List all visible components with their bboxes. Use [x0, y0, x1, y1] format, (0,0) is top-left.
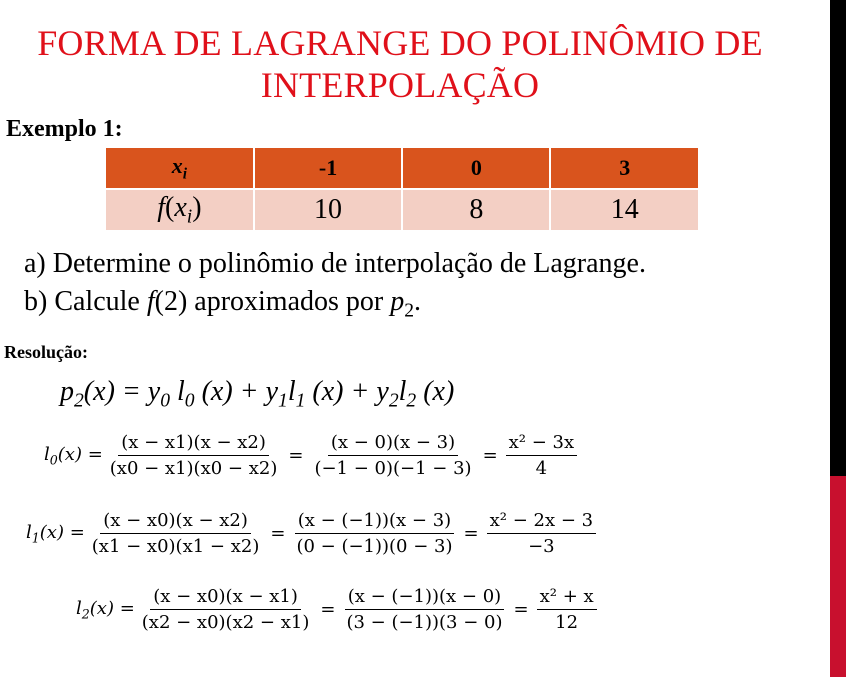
table-cell: 14 [550, 189, 699, 231]
table-row [105, 189, 699, 231]
values-table [104, 146, 700, 232]
table-cell: 10 [254, 189, 402, 231]
table-cell: 8 [402, 189, 550, 231]
table-header-row [105, 147, 699, 189]
table-cell: $f(x_i)$ [105, 189, 254, 231]
question-b: b) Calcule f(2) aproximados por $p_2$. [24, 286, 422, 322]
side-accent-bar [830, 476, 846, 677]
example-label: Exemplo 1: [6, 116, 123, 142]
lagrange-term-l1: $l_1(x)$ = $\frac{(x - x0)(x - x2)}{(x1 - x0)(x1 - x2)}$ = $\frac{(x - (-1))(x - 3)}{(0 - (-1))(0 - 3)}$ = $\frac{\text{x² − 2x − 3}}{-3}$ [26, 510, 600, 557]
lagrange-term-l2: $l_2(x)$ = $\frac{(x - x0)(x - x1)}{(x2 - x0)(x2 - x1)}$ = $\frac{(x - (-1))(x - 0)}{(3 - (-1))(3 - 0)}$ = $\frac{\text{x² + x}}{12}$ [76, 586, 601, 633]
question-a: a) Determine o polinômio de interpolação de Lagrange. [24, 248, 646, 279]
table-cell: 3 [550, 147, 699, 189]
table-cell: -1 [254, 147, 402, 189]
table-cell: 0 [402, 147, 550, 189]
slide-title: FORMA DE LAGRANGE DO POLINÔMIO DE INTERPOLAÇÃO [37, 23, 763, 105]
resolution-label: Resolução: [4, 342, 88, 362]
table-cell: $x_i$ [105, 147, 254, 189]
p2-formula: $p_2(x) = y_0$ $l_0$ $(x) + y_1l_1$ $(x) + y_2l_2$ (x) [60, 376, 455, 412]
lagrange-term-l0: $l_0(x)$ = $\frac{(x - x1)(x - x2)}{(x0 - x1)(x0 - x2)}$ = $\frac{(x - 0)(x - 3)}{(-1 - 0)(-1 - 3)}$ = $\frac{\text{x² − 3x}}{4}$ [44, 432, 581, 479]
